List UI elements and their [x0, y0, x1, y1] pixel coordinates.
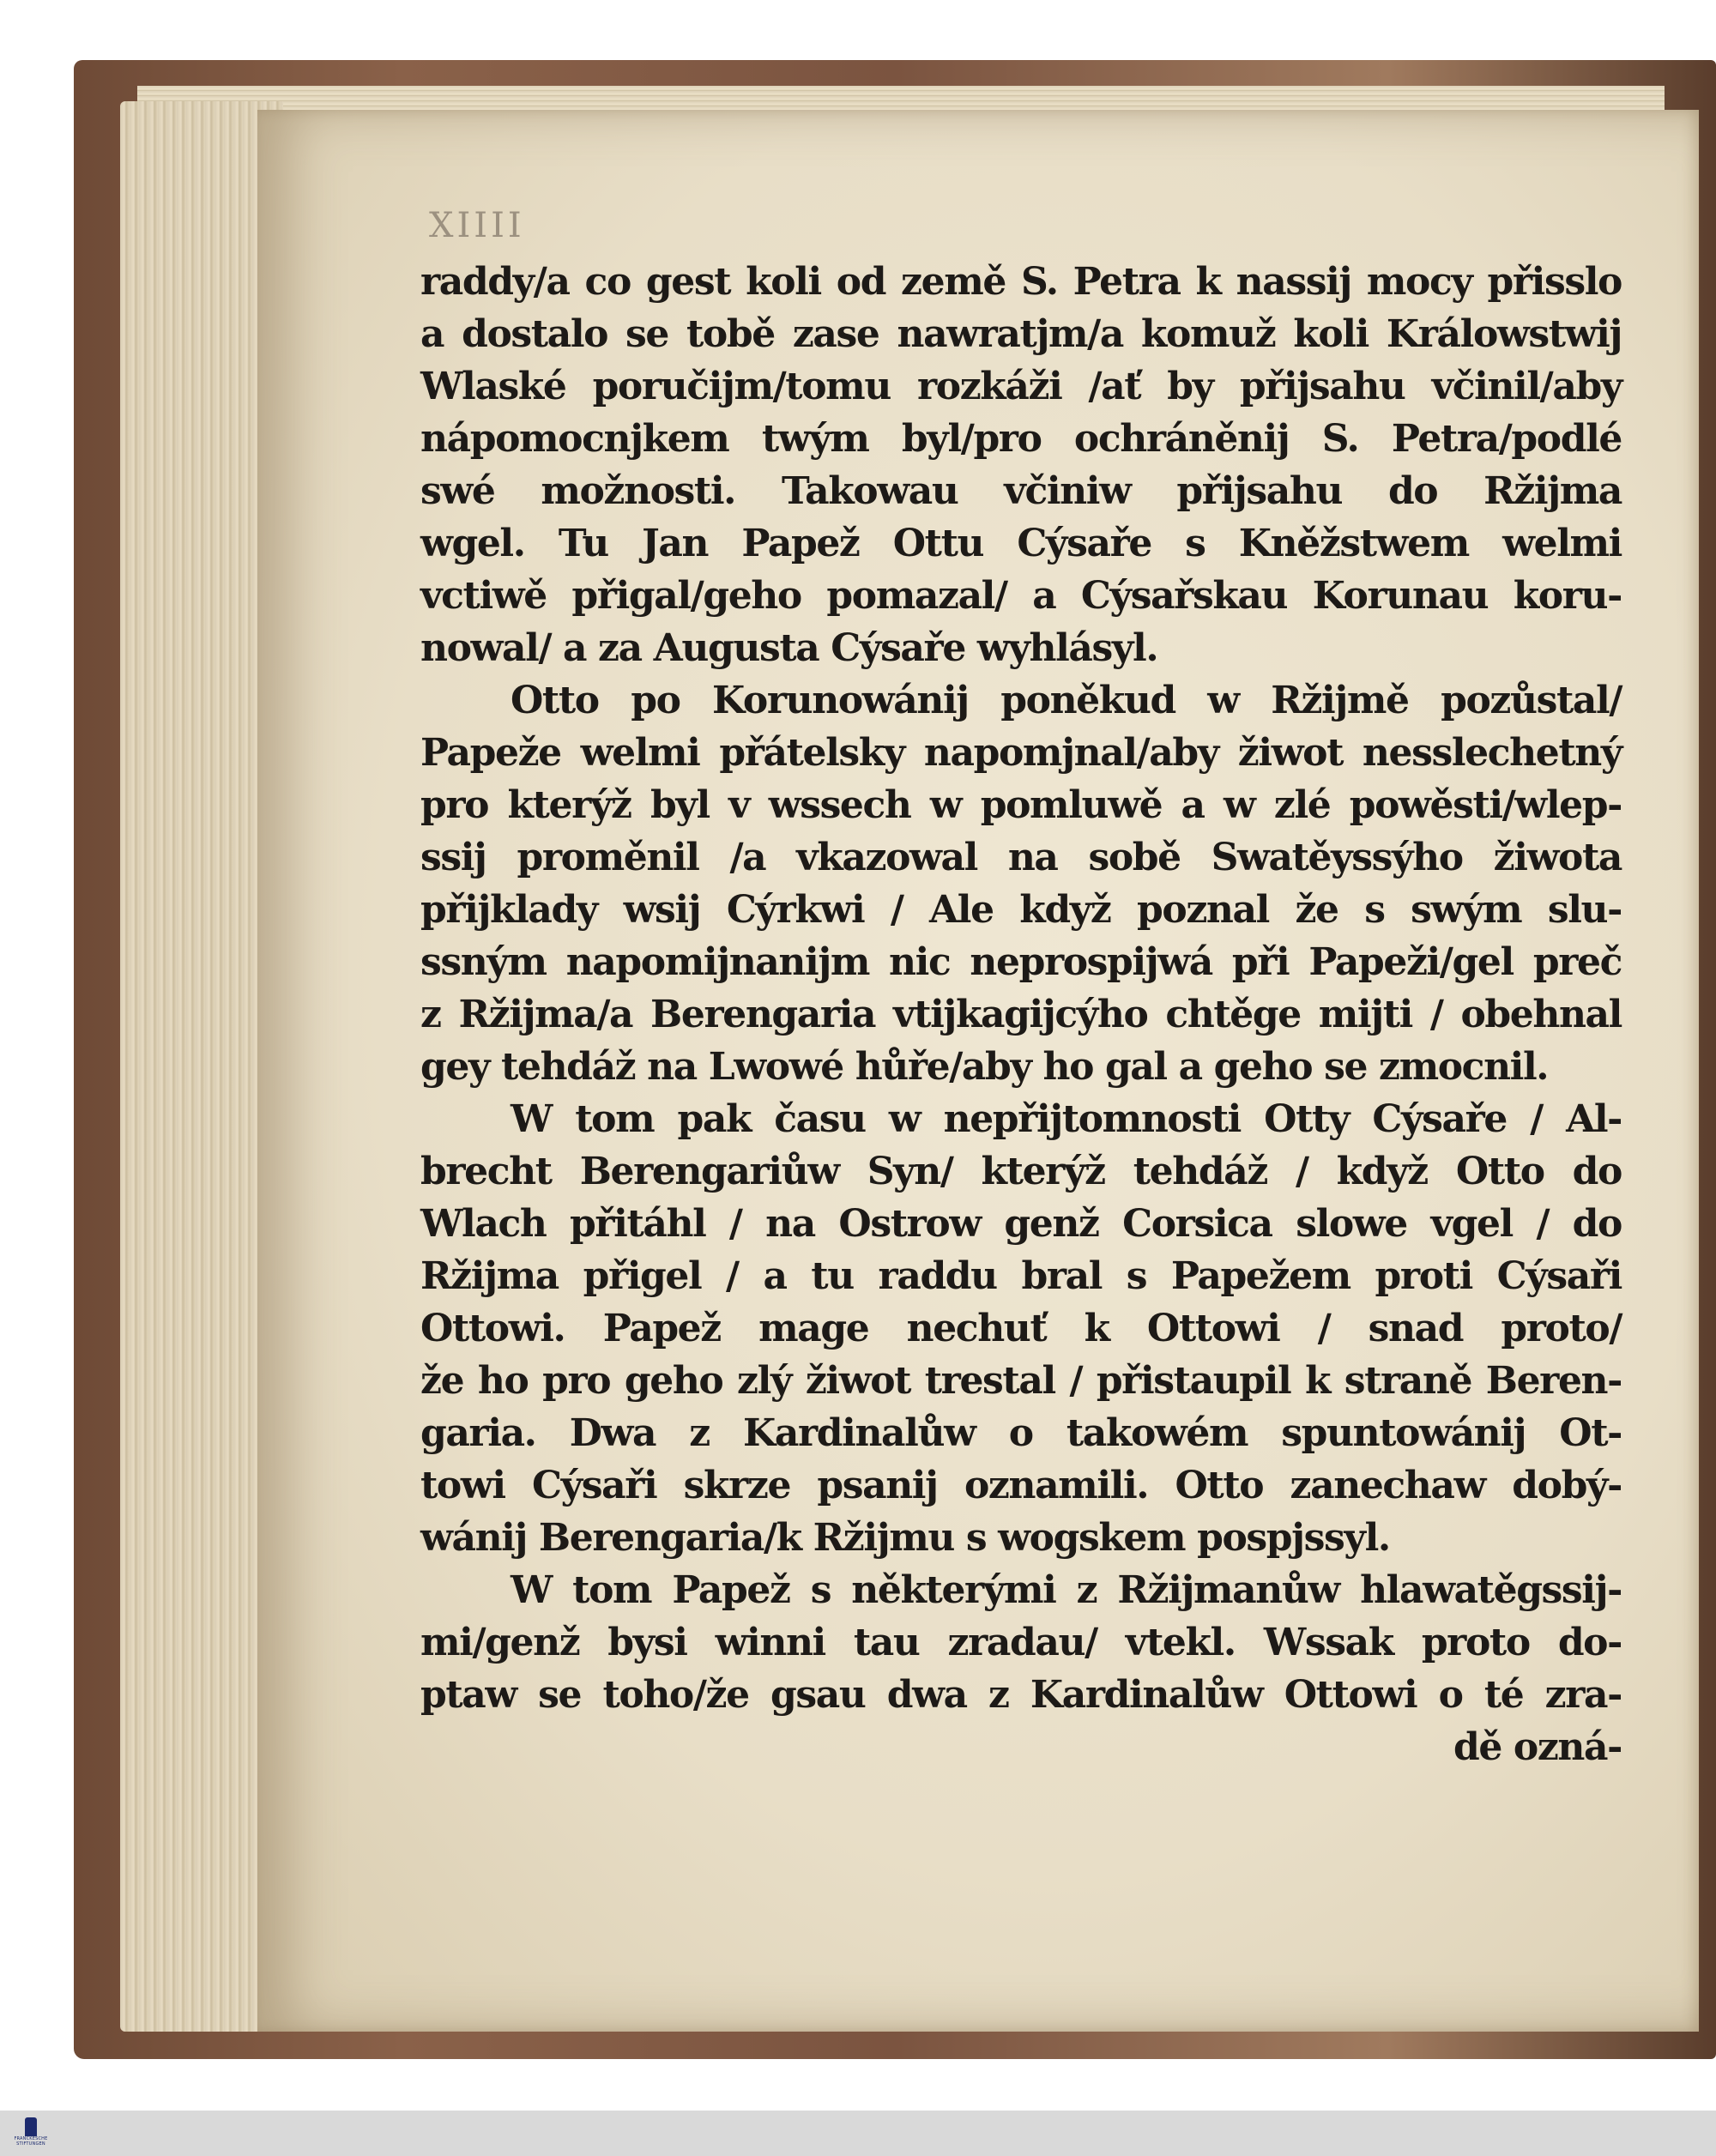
text-line: wánij Berengaria/k Ržijmu s wogskem pospjssyl. [420, 1516, 1390, 1560]
text-line: gey tehdáž na Lwowé hůře/aby ho gal a geho se zmocnil. [420, 1045, 1549, 1089]
text-line: přijklady wsij Cýrkwi / Ale když poznal že s swým slu- [420, 888, 1622, 932]
text-line: swé možnosti. Takowau včiniw přijsahu do Ržijma [420, 469, 1622, 513]
text-line: a dostalo se tobě zase nawratjm/a komuž koli Králowstwij [420, 312, 1622, 356]
footer-bar [0, 2111, 1716, 2156]
text-line: vctiwě přigal/geho pomazal/ a Cýsařskau Korunau koru- [420, 574, 1622, 618]
text-line: ssij proměnil /a vkazowal na sobě Swatěyssýho žiwota [420, 836, 1622, 879]
text-line: Wlaské poručijm/tomu rozkáži /ať by přijsahu včinil/aby [420, 365, 1622, 408]
body-text [420, 256, 1622, 1773]
text-line: wgel. Tu Jan Papež Ottu Cýsaře s Kněžstwem welmi [420, 522, 1622, 565]
text-line: nowal/ a za Augusta Cýsaře wyhlásyl. [420, 626, 1158, 670]
catchword: dě ozná- [1453, 1725, 1622, 1769]
text-line: z Ržijma/a Berengaria vtijkagijcýho chtěge mijti / obehnal [420, 993, 1622, 1036]
text-line: ssným napomijnanijm nic neprospijwá při Papeži/gel preč [420, 940, 1622, 984]
text-line: Otto po Korunowánij poněkud w Ržijmě pozůstal/ [511, 679, 1622, 722]
text-line: mi/genž bysi winni tau zradau/ vtekl. Wssak proto do- [420, 1621, 1622, 1664]
text-line: brecht Berengariůw Syn/ kterýž tehdáž / když Otto do [420, 1150, 1622, 1193]
logo-text-line-1: FRANCKESCHE [14, 2136, 48, 2141]
institution-logo[interactable] [12, 2116, 50, 2152]
text-line: towi Cýsaři skrze psanij oznamili. Otto zanechaw dobý- [420, 1464, 1622, 1507]
book-page [257, 110, 1699, 2032]
text-line: Ržijma přigel / a tu raddu bral s Papežem proti Cýsaři [420, 1254, 1622, 1298]
text-line: Wlach přitáhl / na Ostrow genž Corsica slowe vgel / do [420, 1202, 1622, 1246]
text-line: raddy/a co gest koli od země S. Petra k nassij mocy přisslo [420, 260, 1622, 304]
text-line: ptaw se toho/že gsau dwa z Kardinalůw Ottowi o té zra- [420, 1673, 1622, 1717]
text-line: W tom Papež s některými z Ržijmanůw hlawatěgssij- [511, 1568, 1622, 1612]
text-line: Papeže welmi přátelsky napomjnal/aby žiwot nesslechetný [420, 731, 1622, 775]
text-line: nápomocnjkem twým byl/pro ochráněnij S. Petra/podlé [420, 417, 1622, 461]
page-header-mark: XIIII [429, 206, 525, 245]
text-line: W tom pak času w nepřijtomnosti Otty Cýsaře / Al- [511, 1097, 1622, 1141]
text-line: že ho pro geho zlý žiwot trestal / přistaupil k straně Beren- [420, 1359, 1622, 1403]
text-line: garia. Dwa z Kardinalůw o takowém spuntowánij Ot- [420, 1411, 1622, 1455]
logo-text-line-2: STIFTUNGEN [16, 2141, 45, 2147]
text-line: pro kterýž byl v wssech w pomluwě a w zlé powěsti/wlep- [420, 783, 1622, 827]
text-line: Ottowi. Papež mage nechuť k Ottowi / snad proto/ [420, 1307, 1622, 1350]
logo-icon [25, 2117, 37, 2136]
